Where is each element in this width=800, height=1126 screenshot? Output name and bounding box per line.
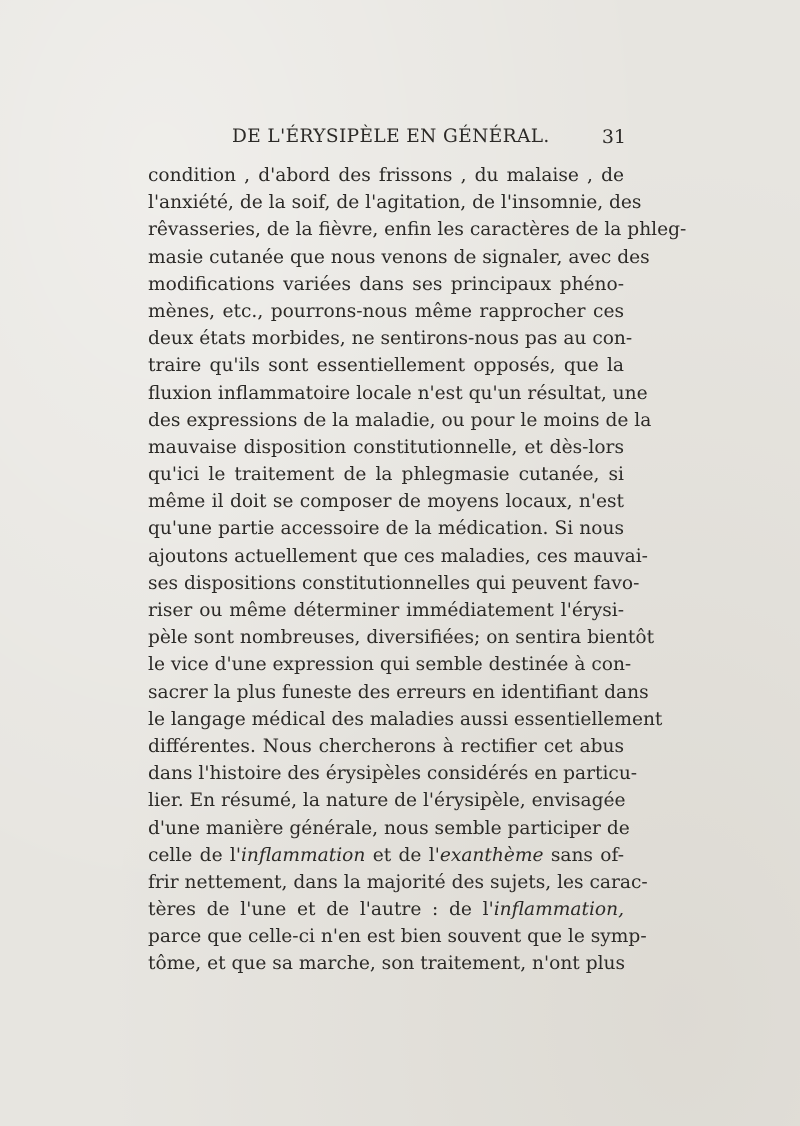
text-line: ses dispositions constitutionnelles qui peuvent favo-: [148, 572, 640, 594]
body-text: [148, 162, 687, 978]
text-line: pèle sont nombreuses, diversifiées; on sentira bientôt: [148, 627, 655, 649]
text-segment: celle de l': [148, 844, 241, 866]
text-line: masie cutanée que nous venons de signaler, avec des: [148, 246, 650, 268]
text-line: le vice d'une expression qui semble destinée à con-: [148, 654, 632, 676]
text-line: deux états morbides, ne sentirons-nous pas au con-: [148, 328, 633, 350]
text-line: sacrer la plus funeste des erreurs en identifiant dans: [148, 681, 649, 703]
text-line: l'anxiété, de la soif, de l'agitation, de l'insomnie, des: [148, 192, 642, 214]
text-line: traire qu'ils sont essentiellement opposés, que la: [148, 355, 624, 377]
text-line: qu'ici le traitement de la phlegmasie cutanée, si: [148, 464, 624, 486]
text-segment: sans of-: [543, 844, 625, 866]
text-line-with-italics: [148, 842, 624, 869]
text-line: dans l'histoire des érysipèles considérés en particu-: [148, 763, 638, 785]
text-line: qu'une partie accessoire de la médication. Si nous: [148, 518, 624, 540]
text-line: même il doit se composer de moyens locaux, n'est: [148, 491, 624, 513]
page-number: 31: [601, 126, 626, 148]
text-segment: et de l': [365, 844, 440, 866]
text-line: ajoutons actuellement que ces maladies, ces mauvai-: [148, 545, 648, 567]
text-line: condition , d'abord des frissons , du malaise , de: [148, 165, 624, 186]
text-line: mènes, etc., pourrons-nous même rapprocher ces: [148, 300, 624, 322]
text-line: parce que celle-ci n'en est bien souvent que le symp-: [148, 926, 647, 948]
italic-term-inflammation: inflammation,: [493, 899, 624, 921]
italic-term-exantheme: exanthème: [439, 844, 544, 866]
text-line: des expressions de la maladie, ou pour le moins de la: [148, 409, 652, 431]
text-line: lier. En résumé, la nature de l'érysipèle, envisagée: [148, 790, 626, 812]
text-line-with-italics: [148, 896, 624, 923]
text-line: riser ou même déterminer immédiatement l'érysi-: [148, 600, 624, 621]
text-line: modifications variées dans ses principaux phéno-: [148, 273, 624, 295]
text-line: mauvaise disposition constitutionnelle, et dès-lors: [148, 436, 624, 458]
text-line: le langage médical des maladies aussi essentiellement: [148, 708, 663, 730]
italic-term-inflammation: inflammation: [240, 844, 366, 866]
text-line: tôme, et que sa marche, son traitement, n'ont plus: [148, 953, 626, 975]
running-head-title: DE L'ÉRYSIPÈLE EN GÉNÉRAL.: [232, 126, 550, 147]
text-line: différentes. Nous chercherons à rectifier cet abus: [148, 735, 624, 757]
text-line: d'une manière générale, nous semble participer de: [148, 817, 630, 839]
text-line: fluxion inflammatoire locale n'est qu'un résultat, une: [148, 382, 648, 404]
text-segment: tères de l'une et de l'autre : de l': [148, 899, 494, 921]
text-line: frir nettement, dans la majorité des sujets, les carac-: [148, 871, 648, 893]
text-line: rêvasseries, de la fièvre, enfin les caractères de la phleg-: [148, 219, 687, 241]
running-head: [232, 126, 626, 152]
